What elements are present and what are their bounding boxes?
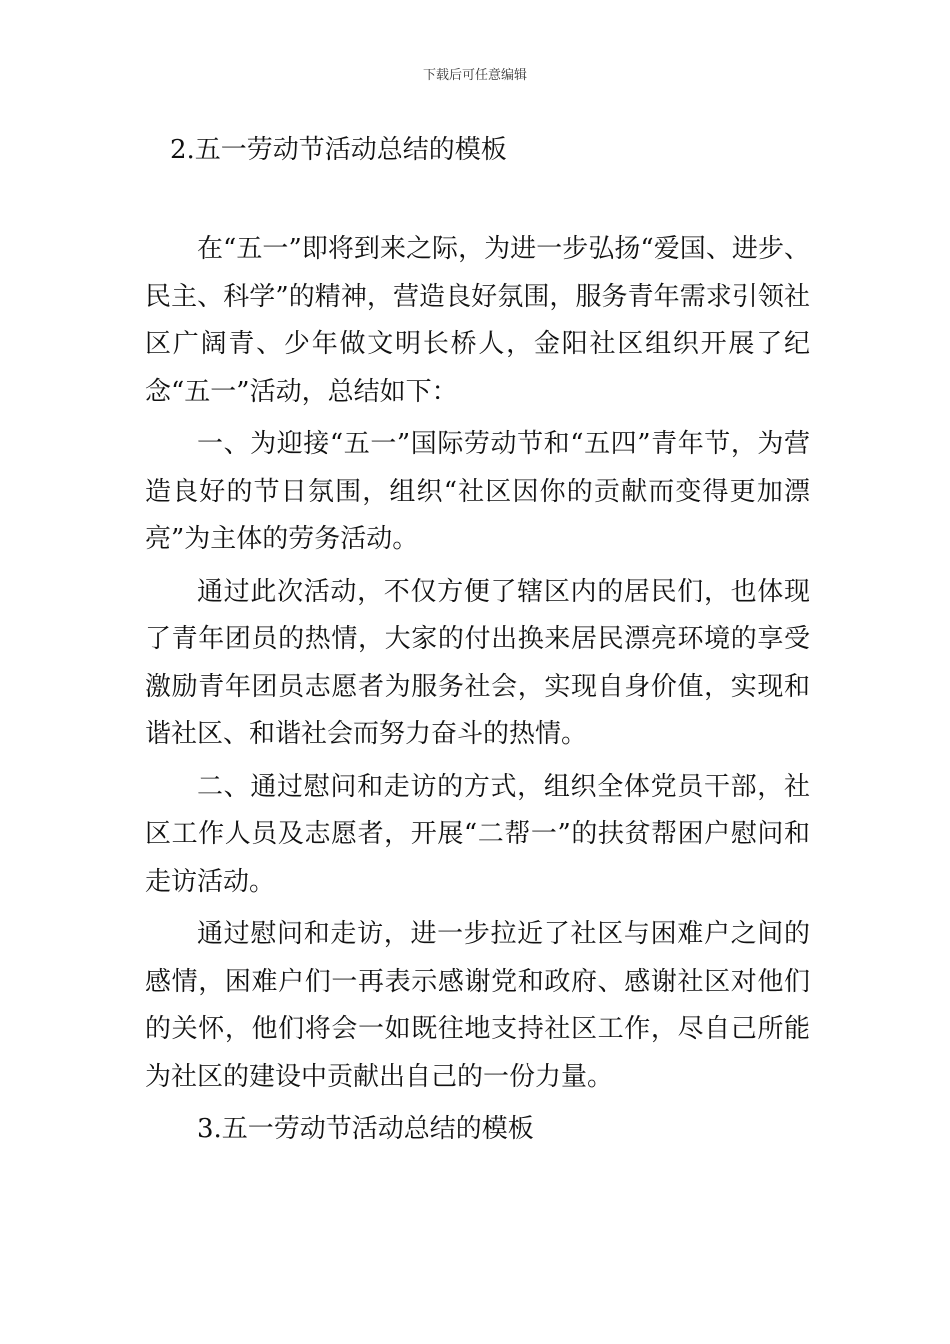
paragraph: 二、通过慰问和走访的方式，组织全体党员干部，社区工作人员及志愿者，开展“二帮一”的扶贫帮困户慰问和走访活动。 bbox=[145, 771, 810, 897]
paragraph: 通过慰问和走访，进一步拉近了社区与困难户之间的感情，困难户们一再表示感谢党和政府、感谢社区对他们的关怀，他们将会一如既往地支持社区工作，尽自己所能为社区的建设中贡献出自己的一份力量。 bbox=[145, 919, 810, 1092]
paragraph: 一、为迎接“五一”国际劳动节和“五四”青年节，为营造良好的节日氛围，组织“社区因你的贡献而变得更加漂亮”为主体的劳务活动。 bbox=[145, 429, 810, 554]
section-title-2: 2.五一劳动节活动总结的模板 bbox=[170, 135, 507, 165]
paragraph: 在“五一”即将到来之际，为进一步弘扬“爱国、进步、民主、科学”的精神，营造良好氛围，服务青年需求引领社区广阔青、少年做文明长桥人，金阳社区组织开展了纪念“五一”活动，总结如下： bbox=[145, 234, 810, 407]
document-body bbox=[145, 226, 810, 1154]
paragraph: 通过此次活动，不仅方便了辖区内的居民们，也体现了青年团员的热情，大家的付出换来居民漂亮环境的享受激励青年团员志愿者为服务社会，实现自身价值，实现和谐社区、和谐社会而努力奋斗的热情。 bbox=[145, 576, 810, 749]
page-header-note: 下载后可任意编辑 bbox=[422, 68, 527, 83]
section-title-3: 3.五一劳动节活动总结的模板 bbox=[197, 1114, 534, 1144]
